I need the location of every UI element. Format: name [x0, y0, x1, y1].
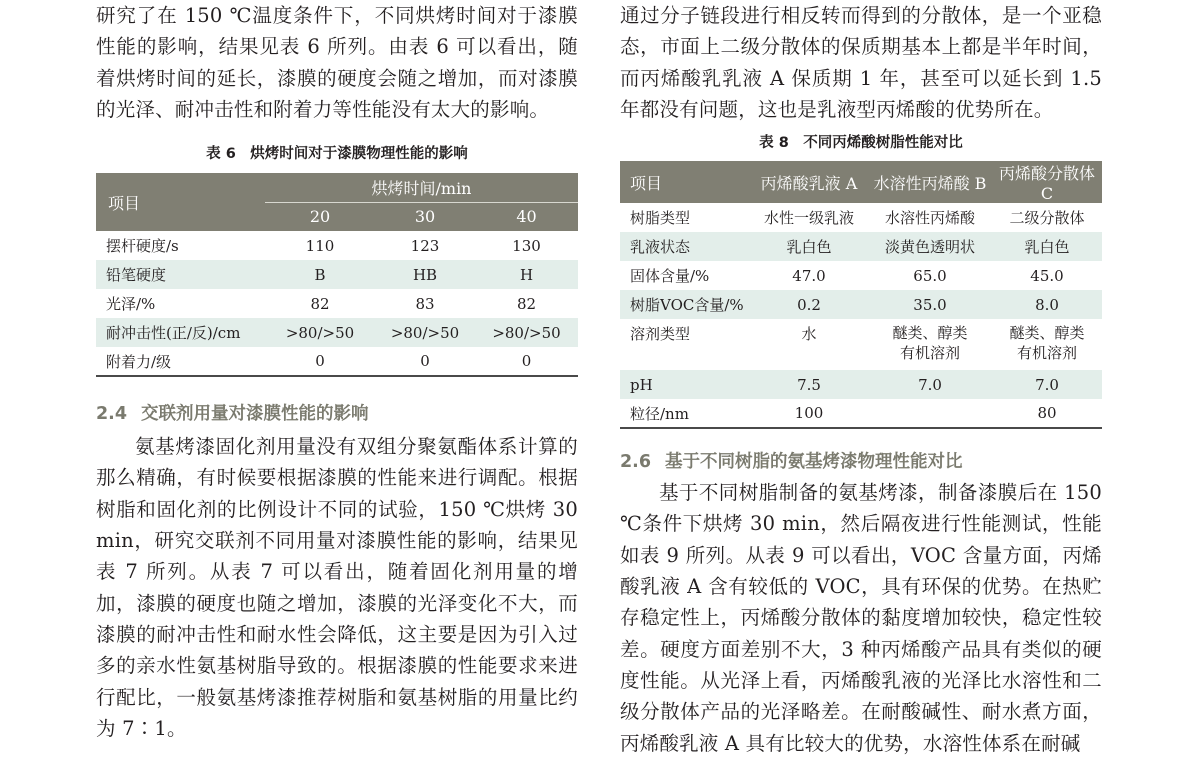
table-cell: >80/>50 — [390, 323, 460, 342]
table-row — [620, 370, 1102, 399]
table-cell: 7.0 — [918, 375, 942, 394]
table-cell-line: 有机溶剂 — [1016, 344, 1077, 363]
table-cell — [868, 319, 992, 370]
paragraph-crosslinker: 氨基烤漆固化剂用量没有双组分聚氨酯体系计算的那么精确，有时候要根据漆膜的性能来进行调配。根据树脂和固化剂的比例设计不同的试验，150 ℃烘烤 30 min，研究交联剂不同用量对漆膜性能的影响，结果见表 7 所列。从表 7 可以看出，随着固化剂用量的增加，漆膜的硬度也随之增加，漆膜的光泽变化不大，而漆膜的耐冲击性和耐水性会降低，这主要是因为引入过多的亲水性氨基树脂导致的。根据漆膜的性能要求来进行配比，一般氨基烤漆推荐树脂和氨基树脂的用量比约为 7∶1。 — [96, 435, 578, 740]
table-cell: 80 — [1037, 404, 1057, 423]
table-cell: 100 — [794, 404, 824, 423]
table8-header: 水溶性丙烯酸 B — [873, 173, 987, 193]
section-heading-2-4 — [96, 400, 578, 425]
table-row — [620, 290, 1102, 319]
table-cell-line: 有机溶剂 — [899, 344, 960, 363]
table-row — [96, 318, 578, 347]
table-cell-item: 树脂类型 — [630, 209, 691, 228]
table-cell: 83 — [415, 294, 435, 313]
table-cell-item: 粒径/nm — [630, 404, 689, 423]
right-column — [620, 0, 1102, 759]
table-cell: 47.0 — [792, 266, 826, 285]
table-cell: 0 — [420, 352, 430, 371]
section-number: 2.6 — [620, 452, 652, 473]
table-row — [96, 289, 578, 318]
table-cell: 45.0 — [1030, 266, 1064, 285]
section-title: 交联剂用量对漆膜性能的影响 — [141, 404, 369, 425]
table-cell-line: 醚类、醇类 — [1009, 324, 1085, 343]
table-cell: 水 — [801, 325, 817, 344]
table8-header: 丙烯酸分散体 C — [998, 164, 1095, 204]
table-cell: 水性一级乳液 — [763, 209, 854, 228]
table-row — [620, 319, 1102, 370]
table-cell: 35.0 — [913, 295, 947, 314]
section-heading-2-6 — [620, 448, 1102, 473]
paragraph-baking-time: 研究了在 150 ℃温度条件下，不同烘烤时间对于漆膜性能的影响，结果见表 6 所列。由表 6 可以看出，随着烘烤时间的延长，漆膜的硬度会随之增加，而对漆膜的光泽、耐冲击性和附着力等性能没有太大的影响。 — [96, 4, 578, 121]
table-cell: 8.0 — [1035, 295, 1059, 314]
table-row — [96, 231, 578, 260]
table-cell: >80/>50 — [285, 323, 355, 342]
table6-header-group: 烘烤时间/min — [265, 173, 578, 202]
table-cell: 65.0 — [913, 266, 947, 285]
table8-caption: 表 8 不同丙烯酸树脂性能对比 — [759, 135, 963, 152]
table-cell-item: 铅笔硬度 — [106, 266, 167, 285]
table-cell: 乳白色 — [786, 238, 832, 257]
table-cell-item: 耐冲击性(正/反)/cm — [106, 324, 241, 343]
table-cell — [868, 399, 992, 428]
table-cell: 7.0 — [1035, 375, 1059, 394]
table-cell: HB — [412, 265, 438, 284]
table-cell — [992, 319, 1102, 370]
table6 — [96, 173, 578, 377]
left-column — [96, 0, 578, 744]
table-cell: 82 — [516, 294, 537, 313]
table-cell-item: 光泽/% — [106, 295, 156, 314]
table-cell: 0 — [521, 352, 532, 371]
table-cell: 二级分散体 — [1009, 209, 1085, 228]
table-cell: 130 — [512, 236, 541, 255]
table-row — [620, 232, 1102, 261]
table8 — [620, 161, 1102, 429]
table-cell: 123 — [410, 236, 440, 255]
table6-header-item: 项目 — [108, 193, 141, 213]
table-cell-item: 固体含量/% — [630, 267, 710, 286]
table-cell: 淡黄色透明状 — [884, 238, 975, 257]
table-cell-item: pH — [630, 375, 653, 394]
table-row — [96, 260, 578, 289]
table-cell-item: 附着力/级 — [106, 352, 172, 371]
table-cell: 水溶性丙烯酸 — [884, 209, 975, 228]
table-cell: 0 — [315, 352, 325, 371]
table-cell-line: 醚类、醇类 — [892, 324, 968, 343]
paragraph-resin-comparison: 基于不同树脂制备的氨基烤漆，制备漆膜后在 150 ℃条件下烘烤 30 min，然后隔夜进行性能测试，性能如表 9 所列。从表 9 可以看出，VOC 含量方面，丙烯酸乳液 A 含有较低的 VOC，具有环保的优势。在热贮存稳定性上，丙烯酸分散体的黏度增加较快，稳定性较差。硬度方面差别不大，3 种丙烯酸产品具有类似的硬度性能。从光泽上看，丙烯酸乳液的光泽比水溶性和二级分散体产品的光泽略差。在耐酸碱性、耐水煮方面，丙烯酸乳液 A 具有比较大的优势，水溶性体系在耐碱 — [620, 481, 1102, 755]
table6-header-time: 20 — [309, 207, 331, 227]
table6-header-time: 40 — [516, 207, 537, 227]
table-cell: 7.5 — [797, 375, 821, 394]
table8-header: 丙烯酸乳液 A — [760, 173, 858, 193]
table-cell: 乳白色 — [1024, 238, 1070, 257]
table-cell: 0.2 — [797, 295, 821, 314]
table-row — [620, 203, 1102, 232]
table6-header-time: 30 — [414, 207, 436, 227]
section-title: 基于不同树脂的氨基烤漆物理性能对比 — [665, 452, 963, 473]
table-cell-item: 乳液状态 — [630, 238, 691, 257]
table-cell-item: 树脂VOC含量/% — [630, 296, 744, 315]
table-cell-item: 摆杆硬度/s — [106, 237, 179, 256]
table-row — [96, 347, 578, 376]
paragraph-dispersion: 通过分子链段进行相反转而得到的分散体，是一个亚稳态，市面上二级分散体的保质期基本上都是半年时间，而丙烯酸乳乳液 A 保质期 1 年，甚至可以延长到 1.5 年都没有问题，这也是乳液型丙烯酸的优势所在。 — [620, 4, 1102, 121]
table6-caption: 表 6 烘烤时间对于漆膜物理性能的影响 — [206, 146, 468, 163]
table8-header: 项目 — [630, 173, 663, 193]
table-cell: H — [519, 265, 534, 284]
table-cell: B — [314, 265, 326, 284]
table-cell-item: 溶剂类型 — [630, 325, 691, 344]
table-row — [620, 399, 1102, 428]
table-cell: 82 — [310, 294, 330, 313]
table-cell: 110 — [305, 236, 335, 255]
table-row — [620, 261, 1102, 290]
table-cell: >80/>50 — [492, 323, 561, 342]
section-number: 2.4 — [96, 404, 128, 425]
